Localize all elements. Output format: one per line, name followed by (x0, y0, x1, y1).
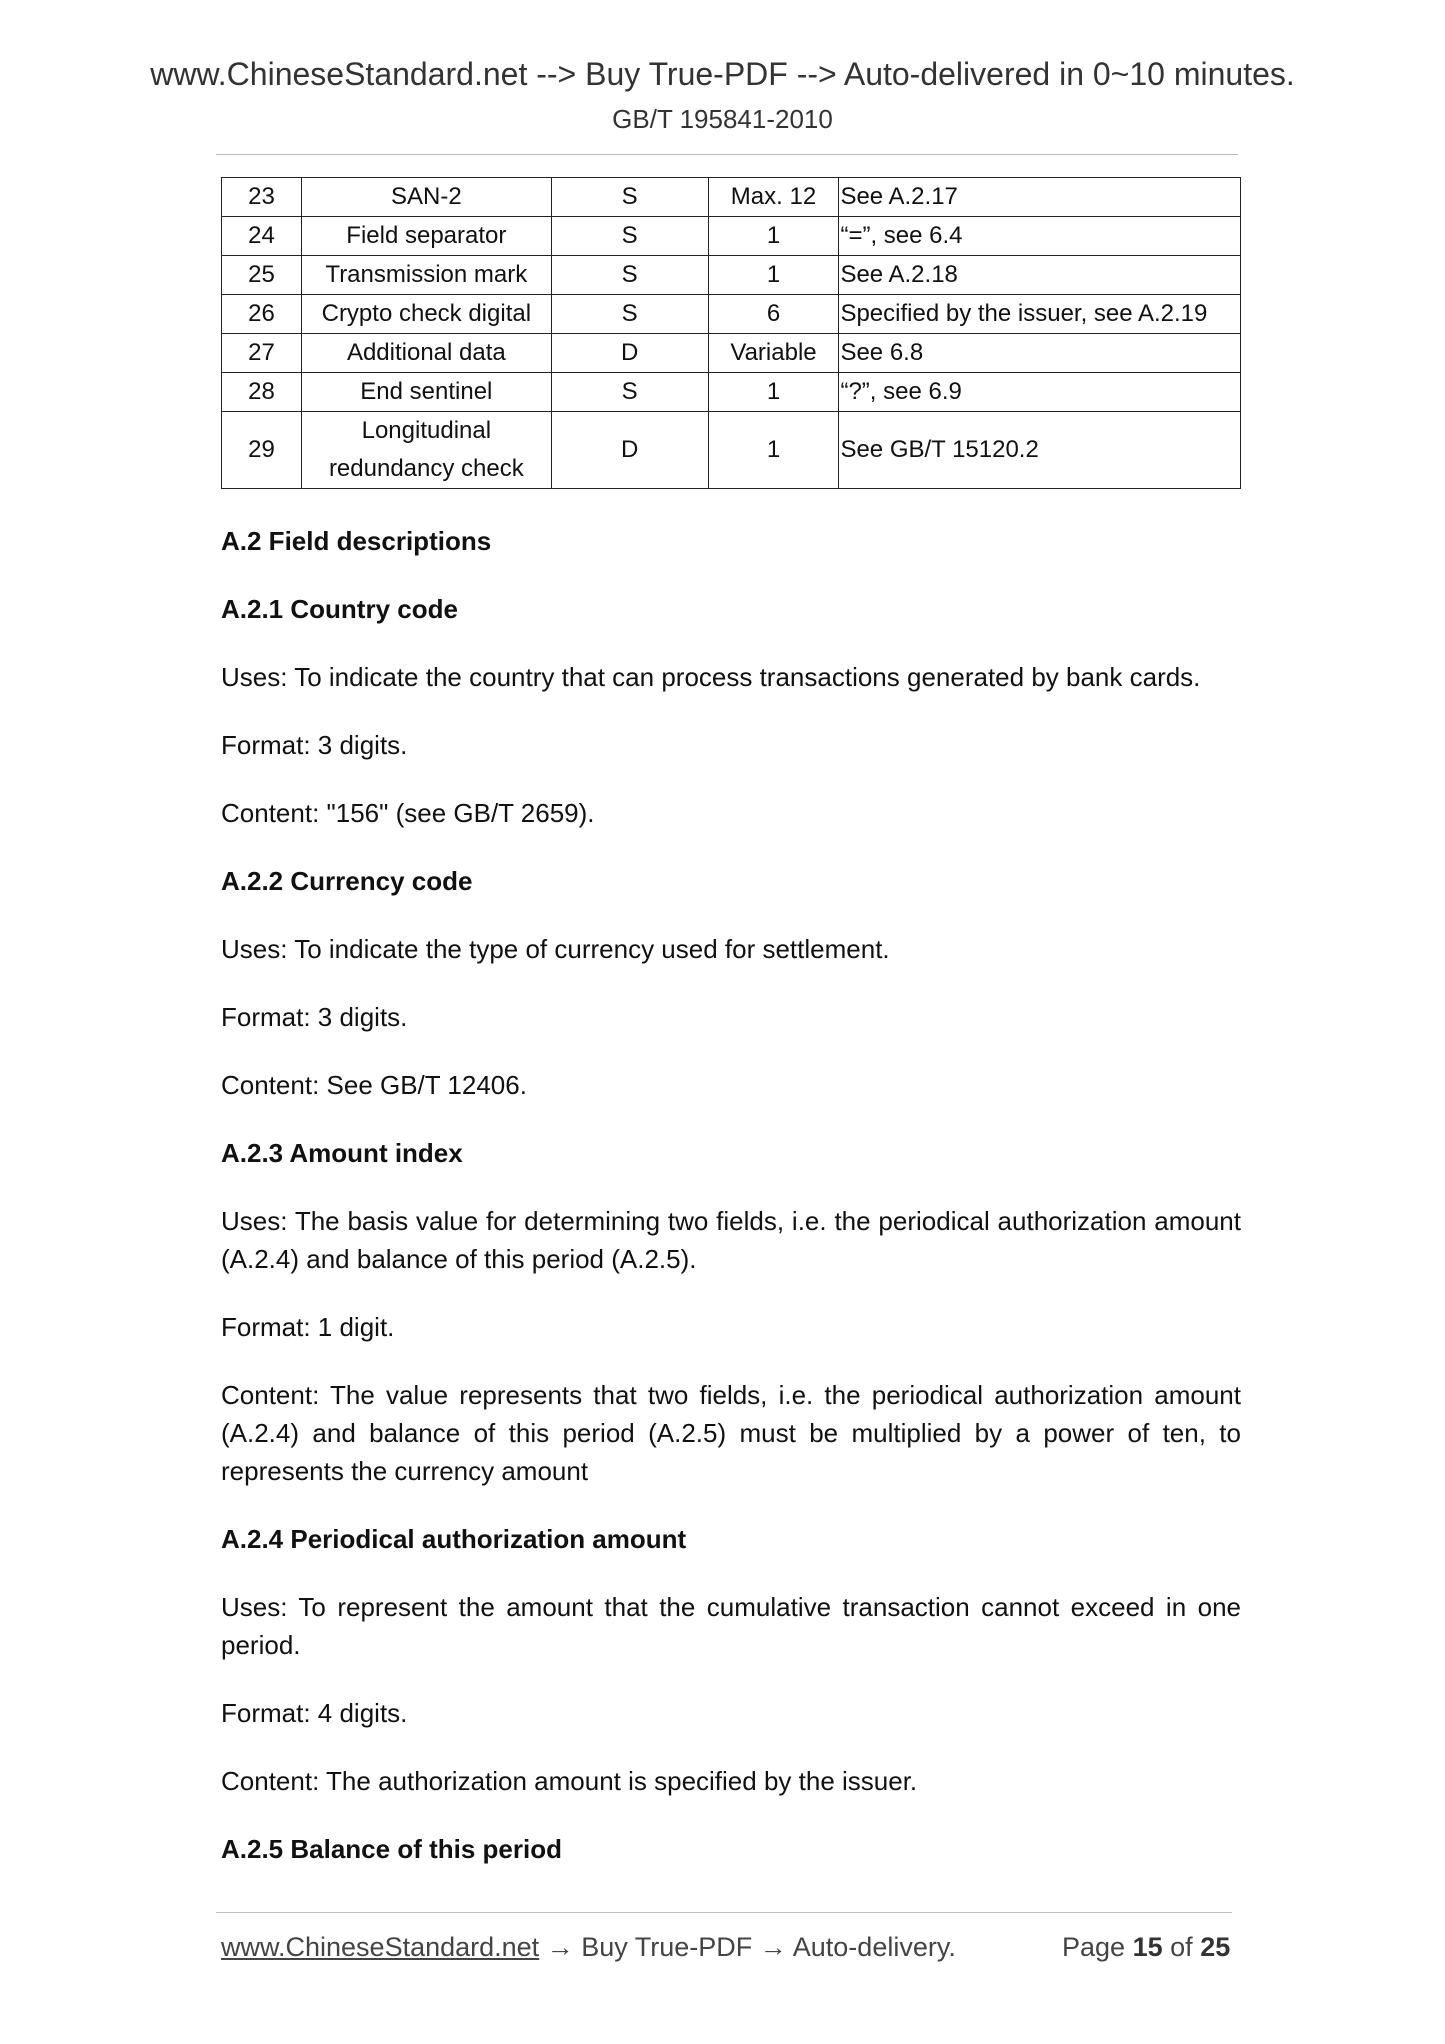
auto-delivery-text: Auto-delivery. (792, 1932, 956, 1962)
paragraph-uses: Uses: To indicate the country that can process transactions generated by bank cards. (221, 662, 1201, 692)
paragraph-format: Format: 1 digit. (221, 1312, 395, 1342)
cell-length: Variable (708, 334, 839, 373)
cell-length: 1 (708, 412, 839, 489)
cell-name: End sentinel (301, 373, 551, 412)
page-total: 25 (1200, 1932, 1231, 1962)
cell-type: S (551, 256, 708, 295)
field-table (221, 177, 1241, 489)
table-row (222, 217, 1241, 256)
paragraph-uses: Uses: To represent the amount that the cumulative transaction cannot exceed in one period. (221, 1592, 1241, 1660)
paragraph-content: Content: The value represents that two fields, i.e. the periodical authorization amount (A.2.4) and balance of this period (A.2.5) must be multiplied by a power of ten, to represents the currency amount (221, 1380, 1241, 1486)
subsection-heading: A.2.5 Balance of this period (221, 1834, 562, 1864)
cell-name-line2: redundancy check (328, 455, 524, 482)
cell-note: See GB/T 15120.2 (839, 412, 1241, 489)
cell-no: 24 (222, 217, 302, 256)
cell-name: Crypto check digital (301, 295, 551, 334)
document-body (221, 522, 1241, 1868)
cell-no: 28 (222, 373, 302, 412)
cell-no: 27 (222, 334, 302, 373)
footer-links (221, 1932, 956, 1963)
cell-note: See A.2.18 (839, 256, 1241, 295)
cell-type: S (551, 178, 708, 217)
document-number: GB/T 195841-2010 (612, 104, 833, 134)
cell-type: S (551, 217, 708, 256)
paragraph-uses: Uses: The basis value for determining two fields, i.e. the periodical authorization amount (A.2.4) and balance of this period (A.2.5). (221, 1206, 1241, 1274)
subsection-heading: A.2.2 Currency code (221, 866, 473, 896)
cell-note: “=”, see 6.4 (839, 217, 1241, 256)
paragraph-content: Content: The authorization amount is specified by the issuer. (221, 1766, 918, 1796)
cell-name: Additional data (301, 334, 551, 373)
paragraph-uses: Uses: To indicate the type of currency used for settlement. (221, 934, 890, 964)
section-heading: A.2 Field descriptions (221, 526, 492, 556)
cell-length: 1 (708, 373, 839, 412)
cell-name: SAN-2 (301, 178, 551, 217)
cell-note: “?”, see 6.9 (839, 373, 1241, 412)
page-indicator (1062, 1932, 1230, 1963)
table-row (222, 373, 1241, 412)
cell-name (301, 412, 551, 489)
cell-length: 1 (708, 256, 839, 295)
table-row (222, 256, 1241, 295)
cell-no: 23 (222, 178, 302, 217)
paragraph-content: Content: See GB/T 12406. (221, 1070, 527, 1100)
cell-no: 29 (222, 412, 302, 489)
paragraph-format: Format: 4 digits. (221, 1698, 408, 1728)
page-of: of (1170, 1932, 1193, 1962)
header-banner: www.ChineseStandard.net --> Buy True-PDF --> Auto-delivered in 0~10 minutes. (150, 56, 1295, 92)
cell-no: 25 (222, 256, 302, 295)
footer-divider (216, 1912, 1232, 1913)
subsection-heading: A.2.4 Periodical authorization amount (221, 1524, 687, 1554)
subsection-heading: A.2.1 Country code (221, 594, 458, 624)
cell-no: 26 (222, 295, 302, 334)
cell-type: S (551, 295, 708, 334)
page-label: Page (1062, 1932, 1126, 1962)
cell-name-line1: Longitudinal (361, 417, 492, 444)
cell-length: Max. 12 (708, 178, 839, 217)
cell-type: S (551, 373, 708, 412)
header-divider (216, 154, 1238, 155)
cell-note: See 6.8 (839, 334, 1241, 373)
table-row (222, 295, 1241, 334)
page-current: 15 (1132, 1932, 1163, 1962)
table-row (222, 412, 1241, 489)
cell-type: D (551, 334, 708, 373)
table-row (222, 334, 1241, 373)
buy-pdf-link: Buy True-PDF (581, 1932, 753, 1962)
arrow-icon: → (752, 1932, 793, 1962)
cell-length: 1 (708, 217, 839, 256)
paragraph-content: Content: "156" (see GB/T 2659). (221, 798, 595, 828)
cell-note: See A.2.17 (839, 178, 1241, 217)
cell-name: Transmission mark (301, 256, 551, 295)
cell-note: Specified by the issuer, see A.2.19 (839, 295, 1241, 334)
site-link[interactable]: www.ChineseStandard.net (221, 1932, 540, 1962)
paragraph-format: Format: 3 digits. (221, 730, 408, 760)
paragraph-format: Format: 3 digits. (221, 1002, 408, 1032)
table-row (222, 178, 1241, 217)
cell-type: D (551, 412, 708, 489)
subsection-heading: A.2.3 Amount index (221, 1138, 463, 1168)
arrow-icon: → (539, 1932, 582, 1962)
cell-name: Field separator (301, 217, 551, 256)
cell-length: 6 (708, 295, 839, 334)
